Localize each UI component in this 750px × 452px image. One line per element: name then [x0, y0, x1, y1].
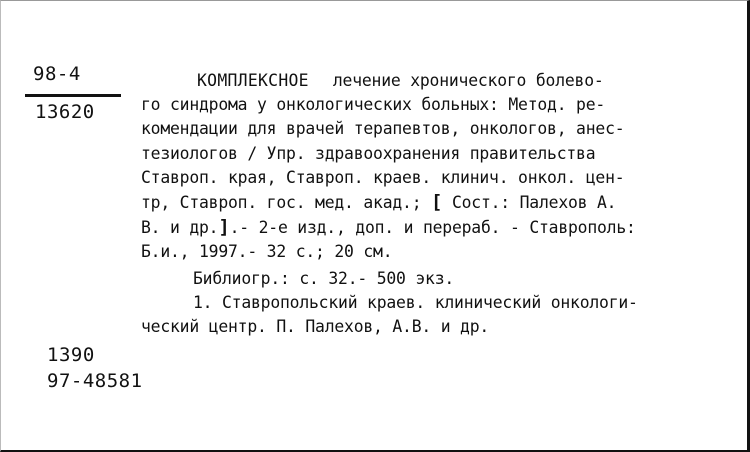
subject-heading: 1. Ставропольский краев. клинический онкологи-: [193, 292, 638, 312]
shelf-number: 1390: [47, 344, 95, 366]
headword: КОМПЛЕКСНОЕ: [197, 71, 309, 90]
entry-line: [141, 190, 741, 215]
entry-line: го синдрома у онкологических больных: Метод. ре-: [141, 95, 606, 115]
entry-line: Ставроп. края, Ставроп. краев. клинич. онкол. цен-: [141, 167, 625, 187]
bibliography-note: Библиогр.: с. 32.- 500 экз.: [193, 268, 455, 288]
bibliographic-entry: [141, 69, 741, 339]
bracket-open: [: [431, 191, 443, 214]
entry-line: тезиологов / Упр. здравоохранения правительства: [141, 143, 596, 163]
entry-line: комендации для врачей терапевтов, онкологов, анес-: [141, 119, 625, 139]
entry-segment: В. и др.: [141, 218, 219, 238]
bracket-close: ]: [218, 216, 230, 239]
entry-line: [141, 215, 741, 240]
author-mark: 13620: [35, 101, 95, 123]
subject-heading-continuation: ческий центр. П. Палехов, А.В. и др.: [141, 317, 490, 337]
classification-divider: [25, 94, 121, 97]
title-line: [141, 69, 741, 93]
imprint-line: Б.и., 1997.- 32 с.; 20 см.: [141, 242, 393, 262]
classification-index: 98-4: [33, 63, 81, 85]
title-continuation: лечение хронического болево-: [332, 71, 604, 90]
entry-segment: .- 2-е изд., доп. и перераб. - Ставрополь:: [229, 218, 636, 238]
inventory-number: 97-48581: [47, 370, 143, 392]
entry-segment: Сост.: Палехов А.: [442, 193, 617, 213]
entry-segment: тр, Ставроп. гос. мед. акад.;: [141, 193, 432, 213]
